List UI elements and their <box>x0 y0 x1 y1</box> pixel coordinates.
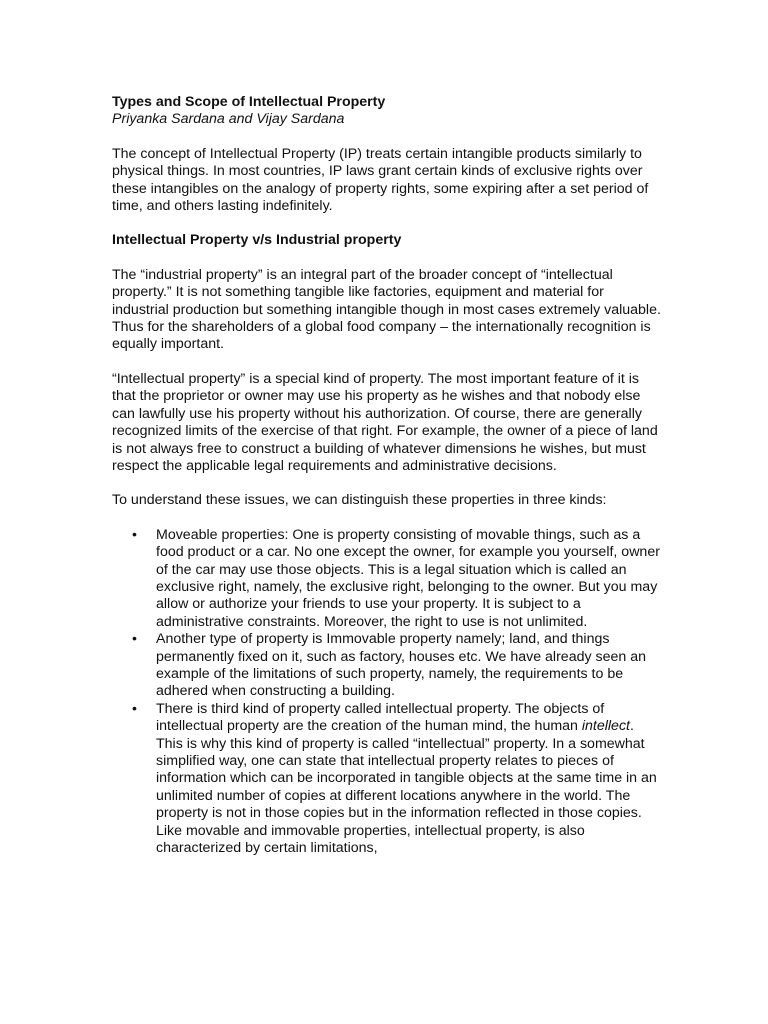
bullet3-italic-word: intellect <box>581 718 630 735</box>
bullet3-text-start: There is third kind of property called intellectual property. The objects of intellectual property are the creation of the human mind, the human <box>156 700 605 735</box>
list-item-intellectual <box>156 701 662 858</box>
intro-paragraph: The concept of Intellectual Property (IP) treats certain intangible products similarly to physical things. In most countries, IP laws grant certain kinds of exclusive rights over these intangibles on the analogy of property rights, some expiring after a set period of time, and others lasting indefinitely. <box>112 145 649 215</box>
paragraph-intellectual-property: “Intellectual property” is a special kind of property. The most important feature of it is that the proprietor or owner may use his property as he wishes and that nobody else can lawfully use his property without his authorization. Of course, there are generally recognized limits of the exercise of that right. For example, the owner of a piece of land is not always free to construct a building of whatever dimensions he wishes, but must respect the applicable legal requirements and administrative decisions. <box>112 370 658 474</box>
property-kinds-list <box>112 527 662 858</box>
bullet3-text-end: . This is why this kind of property is called “intellectual” property. In a somewhat simplified way, one can state that intellectual property relates to pieces of information which can be incorporated in tangible objects at the same time in an unlimited number of copies at different locations anywhere in the world. The property is not in those copies but in the information reflected in those copies. Like movable and immovable properties, intellectual property, is also characterized by certain limitations, <box>156 718 657 857</box>
document-authors: Priyanka Sardana and Vijay Sardana <box>112 111 345 128</box>
list-item-moveable: • Moveable properties: One is property consisting of movable things, such as a food product or a car. No one except the owner, for example you yourself, owner of the car may use those objects. This is a legal situation which is called an exclusive right, namely, the exclusive right, belonging to the owner. But you may allow or authorize your friends to use your property. It is subject to a administrative constraints. Moreover, the right to use is not unlimited. <box>156 527 662 631</box>
paragraph-industrial-property: The “industrial property” is an integral part of the broader concept of “intellectual property.” It is not something tangible like factories, equipment and material for industrial production but something intangible though in most cases extremely valuable. Thus for the shareholders of a global food company – the internationally recognition is equally important. <box>112 266 661 353</box>
section-heading: Intellectual Property v/s Industrial property <box>112 232 402 249</box>
list-item-immovable: • Another type of property is Immovable property namely; land, and things permanently fixed on it, such as factory, houses etc. We have already seen an example of the limitations of such property, namely, the requirements to be adhered when constructing a building. <box>156 631 662 701</box>
document-page <box>112 94 662 857</box>
paragraph-three-kinds: To understand these issues, we can distinguish these properties in three kinds: <box>112 492 607 509</box>
document-title: Types and Scope of Intellectual Property <box>112 94 386 110</box>
